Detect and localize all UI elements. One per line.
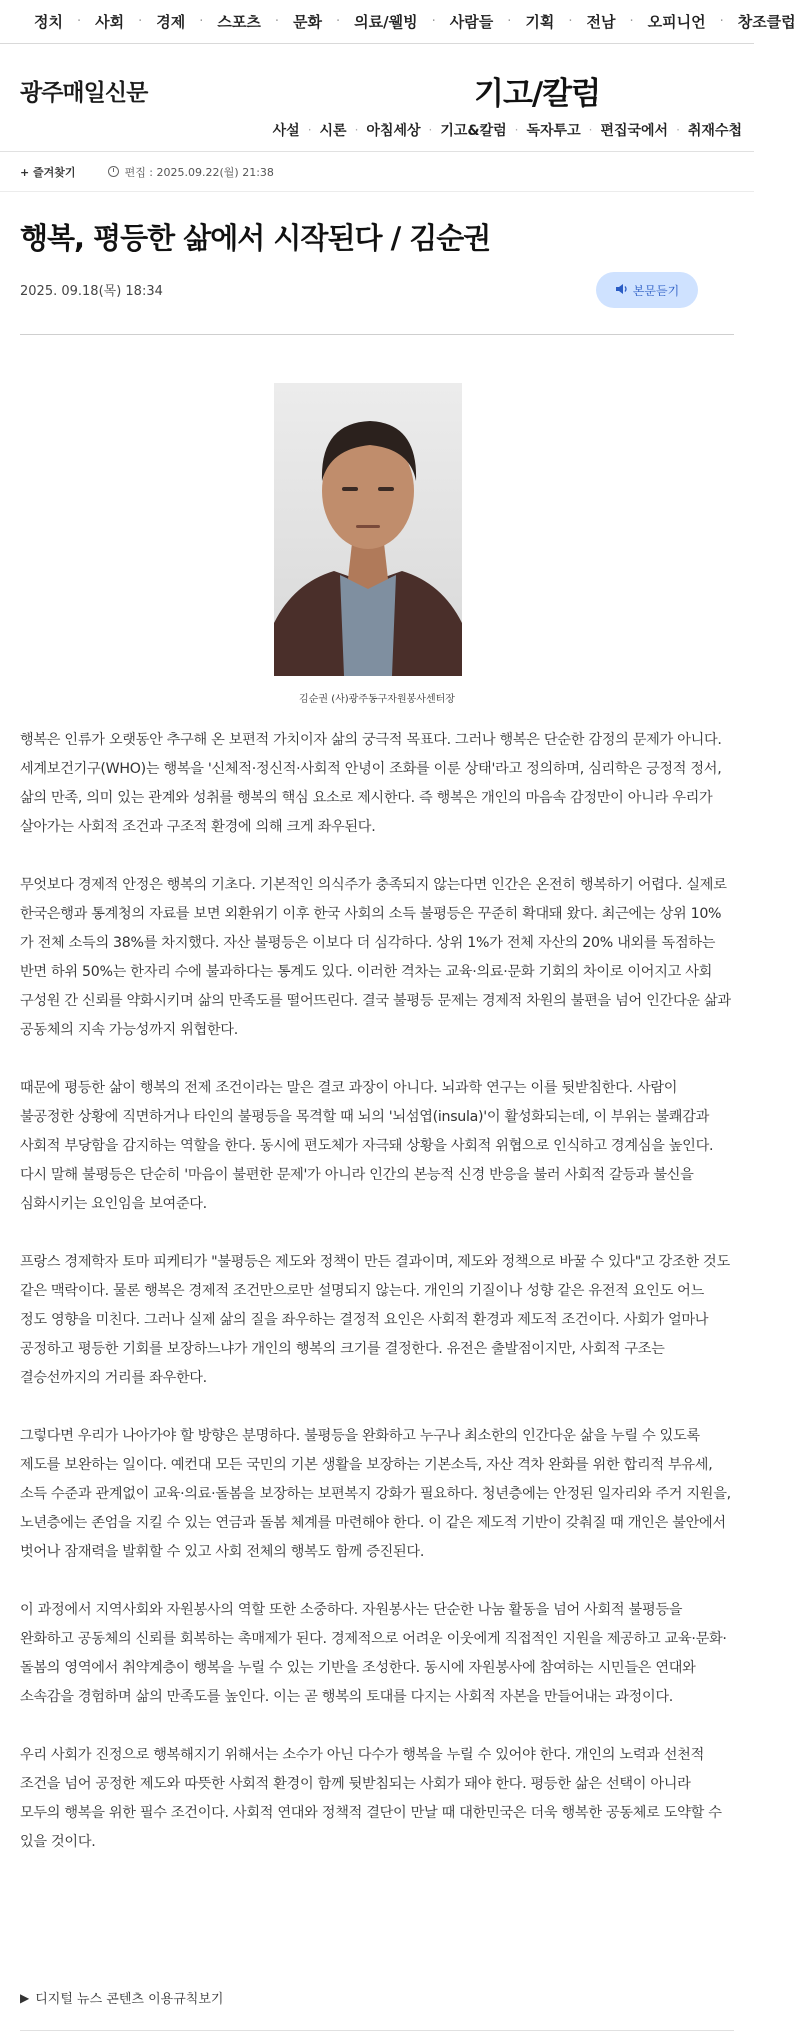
site-logo[interactable]: 광주매일신문 <box>20 80 148 106</box>
utility-bar <box>0 152 754 192</box>
footer-divider <box>20 2030 734 2031</box>
section-subnav <box>273 120 742 140</box>
top-navigation <box>0 0 796 44</box>
topnav-separator: · <box>76 14 82 29</box>
topnav-item-jeonnam[interactable]: 전남 <box>586 13 616 31</box>
subnav-separator: · <box>354 123 359 137</box>
topnav-separator: · <box>719 14 724 29</box>
topnav-item-creative-club[interactable]: 창조클럽 <box>737 13 796 31</box>
clock-icon <box>108 166 119 177</box>
subnav-separator: · <box>514 123 519 137</box>
subnav-item-from-newsroom[interactable]: 편집국에서 <box>600 123 669 139</box>
subnav-item-morning-world[interactable]: 아침세상 <box>366 123 421 139</box>
topnav-item-economy[interactable]: 경제 <box>156 13 186 31</box>
topnav-separator: · <box>431 14 436 29</box>
topnav-separator: · <box>335 14 341 29</box>
article-paragraph: 무엇보다 경제적 안정은 행복의 기초다. 기본적인 의식주가 충족되지 않는다면 인간은 온전히 행복하기 어렵다. 실제로 한국은행과 통계청의 자료를 보면 외환위기 이후 한국 사회의 소득 불평등은 꾸준히 확대돼 왔다. 최근에는 상위 10%가 전체 소득의 38%를 차지했다. 자산 불평등은 이보다 더 심각하다. 상위 1%가 전체 자산의 20% 내외를 독점하는 반면 하위 50%는 한자리 수에 불과하다는 통계도 있다. 이러한 격차는 교육·의료·문화 기회의 차이로 이어지고 사회 구성원 간 신뢰를 약화시키며 삶의 만족도를 떨어뜨린다. 결국 불평등 문제는 경제적 차원의 불편을 넘어 인간다운 삶과 공동체의 지속 가능성까지 위협한다. <box>20 877 731 1038</box>
bookmark-button[interactable]: + 즐겨찾기 <box>20 165 76 179</box>
topnav-item-opinion[interactable]: 오피니언 <box>647 13 706 31</box>
speaker-icon <box>615 283 629 298</box>
subnav-item-commentary[interactable]: 시론 <box>319 123 347 139</box>
listen-button-label: 본문듣기 <box>632 283 680 298</box>
topnav-separator: · <box>199 14 204 29</box>
site-header <box>0 44 754 152</box>
topnav-item-sports[interactable]: 스포츠 <box>217 13 261 31</box>
edited-timestamp-text: 편집 : 2025.09.22(월) 21:38 <box>124 165 274 179</box>
topnav-separator: · <box>274 14 279 29</box>
listen-button[interactable] <box>596 272 698 308</box>
triangle-right-icon: ▶ <box>20 1990 30 2005</box>
article-paragraph: 이 과정에서 지역사회와 자원봉사의 역할 또한 소중하다. 자원봉사는 단순한 나눔 활동을 넘어 사회적 불평등을 완화하고 공동체의 신뢰를 회복하는 촉매제가 된다. 경제적으로 어려운 이웃에게 직접적인 지원을 제공하고 교육·문화·돌봄의 영역에서 취약계층이 행복을 누릴 수 있는 기반을 조성한다. 동시에 자원봉사에 참여하는 시민들은 연대와 소속감을 경험하며 삶의 만족도를 높인다. 이는 곧 행복의 토대를 다지는 사회적 자본을 만들어내는 과정이다. <box>20 1602 727 1705</box>
topnav-item-society[interactable]: 사회 <box>95 13 125 31</box>
subnav-separator: · <box>676 123 680 137</box>
article-headline: 행복, 평등한 삶에서 시작된다 / 김순권 <box>20 221 491 255</box>
section-title: 기고/칼럼 <box>474 76 601 112</box>
topnav-item-feature[interactable]: 기획 <box>525 13 555 31</box>
subnav-separator: · <box>428 123 433 137</box>
author-photo-caption: 김순권 (사)광주동구자원봉사센터장 <box>299 694 455 705</box>
topnav-item-culture[interactable]: 문화 <box>293 13 322 31</box>
topnav-separator: · <box>507 14 512 29</box>
edited-timestamp <box>108 164 274 180</box>
article-paragraph: 때문에 평등한 삶이 행복의 전제 조건이라는 말은 결코 과장이 아니다. 뇌과학 연구는 이를 뒷받침한다. 사람이 불공정한 상황에 직면하거나 타인의 불평등을 목격할 때 뇌의 '뇌섬엽(insula)'이 활성화되는데, 이 부위는 불쾌감과 사회적 부당함을 감지하는 역할을 한다. 동시에 편도체가 자극돼 상황을 사회적 위협으로 인식하고 경계심을 높인다. 다시 말해 불평등은 단순히 '마음이 불편한 문제'가 아니라 인간의 본능적 신경 반응을 불러 사회적 갈등과 불신을 심화시키는 요인임을 보여준다. <box>20 1080 714 1212</box>
subnav-item-reader-letters[interactable]: 독자투고 <box>526 123 581 139</box>
article-paragraph: 그렇다면 우리가 나아가야 할 방향은 분명하다. 불평등을 완화하고 누구나 최소한의 인간다운 삶을 누릴 수 있도록 제도를 보완하는 일이다. 예컨대 모든 국민의 기본 생활을 보장하는 기본소득, 자산 격차 완화를 위한 합리적 부유세, 소득 수준과 관계없이 교육·의료·돌봄을 보장하는 보편복지 강화가 필요하다. 청년층에는 안정된 일자리와 주거 지원을, 노년층에는 존엄을 지킬 수 있는 연금과 돌봄 체계를 마련해야 한다. 이 같은 제도적 기반이 갖춰질 때 개인은 불안에서 벗어나 잠재력을 발휘할 수 있고 사회 전체의 행복도 함께 증진된다. <box>20 1428 731 1560</box>
article-body <box>20 726 734 1886</box>
subnav-item-reporting-notes[interactable]: 취재수첩 <box>687 123 742 139</box>
topnav-item-people[interactable]: 사람들 <box>449 13 494 31</box>
subnav-item-editorial[interactable]: 사설 <box>272 123 300 139</box>
subnav-separator: · <box>307 123 312 137</box>
terms-link[interactable] <box>20 1988 223 2007</box>
subnav-separator: · <box>588 123 593 137</box>
article-paragraph: 행복은 인류가 오랫동안 추구해 온 보편적 가치이자 삶의 궁극적 목표다. 그러나 행복은 단순한 감정의 문제가 아니다. 세계보건기구(WHO)는 행복을 '신체적·정신적·사회적 안녕이 조화를 이룬 상태'라고 정의하며, 심리학은 긍정적 정서, 삶의 만족, 의미 있는 관계와 성취를 행복의 핵심 요소로 제시한다. 즉 행복은 개인의 마음속 감정만이 아니라 우리가 살아가는 사회적 조건과 구조적 환경에 의해 크게 좌우된다. <box>20 732 722 835</box>
author-photo <box>274 383 462 676</box>
topnav-separator: · <box>138 14 143 29</box>
topnav-item-health[interactable]: 의료/웰빙 <box>354 13 418 31</box>
subnav-item-contributions-columns[interactable]: 기고&칼럼 <box>440 123 507 139</box>
article-paragraph: 우리 사회가 진정으로 행복해지기 위해서는 소수가 아닌 다수가 행복을 누릴 수 있어야 한다. 개인의 노력과 선천적 조건을 넘어 공정한 제도와 따뜻한 사회적 환경이 함께 뒷받침되는 사회가 돼야 한다. 평등한 삶은 선택이 아니라 모두의 행복을 위한 필수 조건이다. 사회적 연대와 정책적 결단이 만날 때 대한민국은 더욱 행복한 공동체로 도약할 수 있을 것이다. <box>20 1747 722 1850</box>
article-publish-date: 2025. 09.18(목) 18:34 <box>20 284 163 299</box>
topnav-item-politics[interactable]: 정치 <box>34 13 63 31</box>
terms-link-label: 디지털 뉴스 콘텐츠 이용규칙보기 <box>35 1992 224 2007</box>
topnav-separator: · <box>568 14 573 29</box>
topnav-separator: · <box>629 14 634 29</box>
header-divider <box>20 334 734 335</box>
article-paragraph: 프랑스 경제학자 토마 피케티가 "불평등은 제도와 정책이 만든 결과이며, 제도와 정책으로 바꿀 수 있다"고 강조한 것도 같은 맥락이다. 물론 행복은 경제적 조건만으로만 설명되지 않는다. 개인의 기질이나 성향 같은 유전적 요인도 어느 정도 영향을 미친다. 그러나 실제 삶의 질을 좌우하는 결정적 요인은 사회적 환경과 제도적 조건이다. 사회가 얼마나 공정하고 평등한 기회를 보장하느냐가 개인의 행복의 크기를 결정한다. 유전은 출발점이지만, 사회적 구조는 결승선까지의 거리를 좌우한다. <box>20 1254 730 1386</box>
